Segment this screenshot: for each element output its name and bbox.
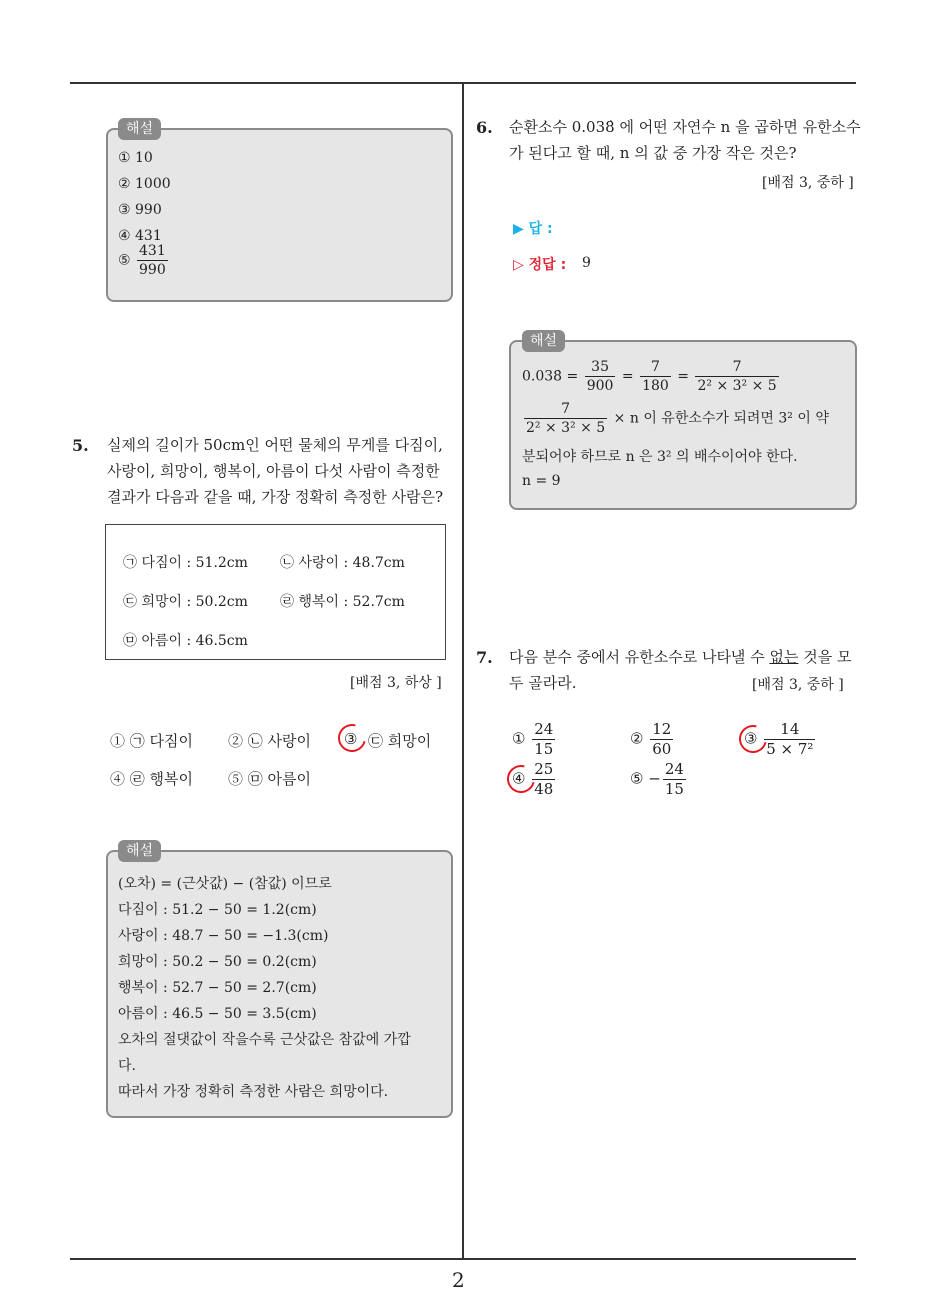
fraction-numerator: 14 <box>764 722 815 740</box>
q7-choice-2-fraction <box>650 722 673 757</box>
fraction-numerator: 7 <box>695 360 778 377</box>
q6-number: 6. <box>476 118 493 137</box>
q5-exp-line-2: 다짐이 : 51.2 − 50 = 1.2(cm) <box>118 902 317 918</box>
q5-choice-3[interactable]: ㉢ 희망이 <box>368 732 432 750</box>
q6-exp-lhs: 0.038̇ = <box>522 368 579 385</box>
q7-underlined-word: 없는 <box>769 648 799 666</box>
q7-choice-3-mark: ③ <box>744 729 758 748</box>
answer-circle-mark <box>333 719 371 757</box>
fraction-denominator: 900 <box>586 378 614 394</box>
q5-score: [배점 3, 하상 ] <box>350 675 442 691</box>
fraction-numerator: 25 <box>534 760 554 778</box>
fraction-denominator: 2² × 3² × 5 <box>697 378 777 394</box>
q4-item-1: ① 10 <box>118 150 153 166</box>
q4-item-5-mark: ⑤ <box>118 252 131 269</box>
q6-correct-value: 9 <box>582 255 591 271</box>
q6-exp-line-3: 분되어야 하므로 n 은 3² 의 배수이어야 한다. <box>522 449 798 465</box>
q5-data-1: ㉠ 다짐이 : 51.2cm <box>123 555 248 571</box>
q5-text <box>107 432 443 510</box>
q7-choice-5-fraction <box>663 762 686 797</box>
q7-choice-1-fraction <box>532 722 555 757</box>
q6-exp-eq-2: = <box>677 368 690 385</box>
q7-text-line-1 <box>509 644 851 670</box>
q6-score: [배점 3, 중하 ] <box>762 175 854 191</box>
q7-text-line-1-b: 것을 모 <box>798 648 852 666</box>
fraction-denominator: 990 <box>139 262 166 278</box>
q7-choice-4-fraction <box>532 762 555 797</box>
q4-item-2: ② 1000 <box>118 176 171 192</box>
fraction-denominator: 2² × 3² × 5 <box>526 420 606 436</box>
q6-answer-label: ▶ 답 : <box>513 221 553 237</box>
q5-text-line-1: 실제의 길이가 50cm인 어떤 물체의 무게를 다짐이, <box>107 436 443 454</box>
q5-exp-line-1: (오차) = (근삿값) − (참값) 이므로 <box>118 876 332 892</box>
q5-explanation-tag: 해설 <box>118 840 161 862</box>
q6-exp-line-2-text: × n 이 유한소수가 되려면 3² 이 약 <box>613 410 829 427</box>
fraction-denominator: 60 <box>652 740 672 758</box>
q5-choice-1[interactable]: ① ㉠ 다짐이 <box>110 732 194 750</box>
q5-exp-line-9: 따라서 가장 정확히 측정한 사람은 희망이다. <box>118 1084 389 1100</box>
q6-text-line-1: 순환소수 0.038̇ 에 어떤 자연수 n 을 곱하면 유한소수 <box>509 118 861 136</box>
q5-exp-line-3: 사랑이 : 48.7 − 50 = −1.3(cm) <box>118 928 329 944</box>
fraction-numerator: 35 <box>585 360 616 377</box>
q7-choice-5[interactable] <box>630 762 688 797</box>
fraction-numerator: 24 <box>534 720 554 738</box>
q5-choice-3-mark[interactable]: ③ <box>344 730 358 748</box>
q5-exp-line-7: 오차의 절댓값이 작을수록 근삿값은 참값에 가깝 <box>118 1032 411 1048</box>
q5-data-5: ㉤ 아름이 : 46.5cm <box>123 633 248 649</box>
q6-exp-eq-1: = <box>621 368 634 385</box>
q5-number: 5. <box>72 436 89 455</box>
q5-text-line-2: 사랑이, 희망이, 행복이, 아름이 다섯 사람이 측정한 <box>107 462 440 480</box>
q7-text-line-2: 두 골라라. <box>509 674 577 692</box>
fraction-numerator: 12 <box>652 720 672 738</box>
q4-explanation-tag: 해설 <box>118 118 161 140</box>
q6-exp-line-4: n = 9 <box>522 473 561 489</box>
fraction-numerator: 24 <box>664 760 684 778</box>
q5-text-line-3: 결과가 다음과 같을 때, 가장 정확히 측정한 사람은? <box>107 488 443 506</box>
fraction-denominator: 5 × 7² <box>766 740 814 758</box>
q5-data-4: ㉣ 행복이 : 52.7cm <box>280 594 405 610</box>
fraction-denominator: 180 <box>642 378 669 394</box>
q6-exp-fraction-4 <box>524 402 607 435</box>
fraction-denominator: 15 <box>664 780 684 798</box>
q5-exp-line-6: 아름이 : 46.5 − 50 = 3.5(cm) <box>118 1006 317 1022</box>
q5-choice-2[interactable]: ② ㉡ 사랑이 <box>228 732 312 750</box>
q5-choice-4[interactable]: ④ ㉣ 행복이 <box>110 770 194 788</box>
q6-exp-fraction-2 <box>640 360 671 393</box>
q5-data-3: ㉢ 희망이 : 50.2cm <box>123 594 248 610</box>
fraction-denominator: 48 <box>534 780 554 798</box>
q4-item-5-fraction <box>137 244 168 277</box>
q7-score: [배점 3, 중하 ] <box>752 677 844 693</box>
q5-choice-5[interactable]: ⑤ ㉤ 아름이 <box>228 770 312 788</box>
fraction-numerator: 7 <box>524 402 607 419</box>
q7-choice-4-mark: ④ <box>512 769 526 788</box>
q6-exp-line-2 <box>522 402 829 435</box>
q4-item-4: ④ 431 <box>118 228 162 244</box>
q6-exp-line-1 <box>522 360 781 393</box>
q5-exp-line-4: 희망이 : 50.2 − 50 = 0.2(cm) <box>118 954 317 970</box>
q6-explanation-tag: 해설 <box>522 330 565 352</box>
page-number: 2 <box>452 1268 465 1292</box>
q7-choice-5-mark: ⑤ <box>630 769 644 788</box>
q7-choice-2-mark: ② <box>630 729 644 748</box>
column-divider <box>462 83 464 1259</box>
q6-exp-fraction-1 <box>585 360 616 393</box>
q7-text-line-1-a: 다음 분수 중에서 유한소수로 나타낼 수 <box>509 648 770 666</box>
q6-text <box>509 114 861 166</box>
q6-exp-fraction-3 <box>695 360 778 393</box>
q7-choice-5-sign: − <box>648 769 661 788</box>
q7-choice-2[interactable] <box>630 722 675 757</box>
q7-choice-1[interactable] <box>512 722 557 757</box>
fraction-numerator: 7 <box>640 360 671 377</box>
q7-choice-3-fraction <box>764 722 815 757</box>
q5-data-2: ㉡ 사랑이 : 48.7cm <box>280 555 405 571</box>
q4-item-5 <box>118 244 170 277</box>
q7-number: 7. <box>476 648 493 667</box>
fraction-denominator: 15 <box>534 740 554 758</box>
q5-exp-line-5: 행복이 : 52.7 − 50 = 2.7(cm) <box>118 980 317 996</box>
fraction-numerator: 431 <box>139 243 166 259</box>
q6-text-line-2: 가 된다고 할 때, n 의 값 중 가장 작은 것은? <box>509 144 797 162</box>
q4-item-3: ③ 990 <box>118 202 162 218</box>
q5-exp-line-8: 다. <box>118 1058 136 1074</box>
q7-choice-1-mark: ① <box>512 729 526 748</box>
bottom-rule <box>70 1258 856 1260</box>
q6-correct-label: ▷ 정답 : <box>513 257 567 273</box>
